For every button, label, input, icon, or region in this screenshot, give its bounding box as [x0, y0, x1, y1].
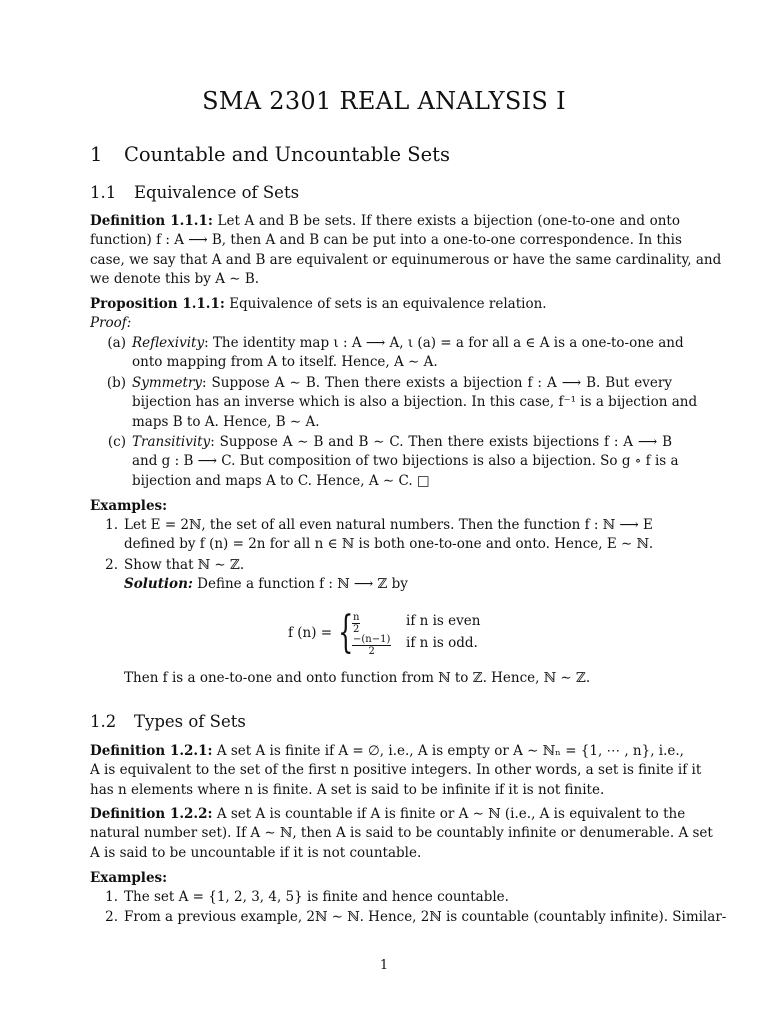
proof-item-transitivity: [132, 433, 679, 491]
proposition-text: Equivalence of sets is an equivalence relation.: [229, 296, 547, 312]
subsection-title: Equivalence of Sets: [134, 183, 300, 202]
definition-1-1-1: [90, 212, 722, 290]
proof-line: and g : B ⟶ C. But composition of two bijections is also a bijection. So g ∘ f is a: [132, 453, 679, 470]
section-number: 1: [90, 143, 103, 166]
definition-line: Let A and B be sets. If there exists a bijection (one-to-one and onto: [217, 213, 680, 229]
definition-line: case, we say that A and B are equivalent or equinumerous or have the same cardinality, and: [90, 251, 722, 268]
solution-label: Solution:: [124, 576, 193, 593]
section-title: Countable and Uncountable Sets: [124, 143, 450, 166]
brace-symbol: {: [338, 607, 354, 658]
definition-line: A is equivalent to the set of the first n positive integers. In other words, a set is finite if it: [90, 762, 702, 779]
item-marker: (b): [106, 375, 126, 391]
definition-label: Definition 1.2.1:: [90, 743, 213, 759]
subsection-number: 1.1: [90, 183, 117, 202]
definition-line: function) f : A ⟶ B, then A and B can be put into a one-to-one correspondence. In this: [90, 232, 682, 249]
item-marker: (a): [107, 335, 126, 351]
examples-label: Examples:: [90, 870, 168, 886]
definition-line: A set A is countable if A is finite or A ∼ ℕ (i.e., A is equivalent to the: [216, 806, 686, 822]
page-number: 1: [379, 958, 389, 973]
example-marker: 1.: [105, 517, 118, 533]
example-line: defined by f (n) = 2n for all n ∈ ℕ is both one-to-one and onto. Hence, E ∼ ℕ.: [124, 536, 654, 553]
proposition-1-1-1: [90, 295, 680, 334]
example-line: Let E = 2ℕ, the set of all even natural numbers. Then the function f : ℕ ⟶ E: [124, 517, 653, 533]
example-item: From a previous example, 2ℕ ∼ ℕ. Hence, 2ℕ is countable (countably infinite). Similar-: [124, 909, 727, 925]
example-marker: 2.: [105, 557, 118, 573]
example-line: Show that ℕ ∼ ℤ.: [124, 557, 245, 573]
example-item: The set A = {1, 2, 3, 4, 5} is finite and hence countable.: [124, 889, 509, 905]
subsection-title: Types of Sets: [134, 712, 246, 731]
item-marker: (c): [107, 434, 126, 450]
formula-fraction: $\frac{n}{2}$: [353, 612, 360, 635]
definition-line: has n elements where n is finite. A set is said to be infinite if it is not finite.: [90, 781, 605, 798]
examples-heading: [90, 869, 680, 888]
subsection-heading: [90, 182, 299, 204]
document-title: SMA 2301 REAL ANALYSIS I: [202, 87, 566, 115]
proof-line: : The identity map ι : A ⟶ A, ι (a) = a for all a ∈ A is a one-to-one and: [204, 335, 684, 351]
definition-line: A is said to be uncountable if it is not countable.: [90, 844, 422, 861]
proof-line: maps B to A. Hence, B ∼ A.: [132, 413, 320, 430]
formula-condition: if n is even: [406, 613, 481, 629]
example-item: [124, 556, 642, 595]
section-heading: [90, 142, 450, 168]
formula-fraction: $\frac{-(n-1)}{2}$: [353, 634, 391, 657]
example-conclusion: Then f is a one-to-one and onto function from ℕ to ℤ. Hence, ℕ ∼ ℤ.: [124, 670, 591, 686]
proof-term: Transitivity: [132, 434, 211, 450]
example-item: [124, 516, 654, 555]
solution-text: Define a function f : ℕ ⟶ ℤ by: [197, 576, 408, 593]
subsection-heading: [90, 711, 246, 733]
formula-condition: if n is odd.: [406, 635, 478, 651]
proof-term: Symmetry: [132, 375, 202, 391]
subsection-number: 1.2: [90, 712, 117, 731]
definition-1-2-2: [90, 805, 713, 863]
proof-line: : Suppose A ∼ B. Then there exists a bijection f : A ⟶ B. But every: [201, 375, 672, 391]
examples-heading: [90, 497, 680, 516]
definition-1-2-1: [90, 742, 702, 800]
piecewise-formula: [288, 607, 518, 658]
example-marker: 1.: [105, 889, 118, 905]
definition-label: Definition 1.2.2:: [90, 806, 213, 822]
proposition-label: Proposition 1.1.1:: [90, 296, 225, 312]
proof-line: : Suppose A ∼ B and B ∼ C. Then there exists bijections f : A ⟶ B: [210, 434, 672, 450]
proof-line: bijection and maps A to C. Hence, A ∼ C. □: [132, 472, 430, 489]
proof-item-reflexivity: [132, 334, 684, 373]
definition-line: natural number set). If A ∼ ℕ, then A is said to be countably infinite or denumerable. A set: [90, 825, 713, 842]
definition-line: we denote this by A ∼ B.: [90, 271, 260, 288]
proof-line: bijection has an inverse which is also a bijection. In this case, f⁻¹ is a bijection and: [132, 394, 698, 411]
examples-label: Examples:: [90, 498, 168, 514]
proof-label: Proof:: [90, 315, 132, 332]
proof-line: onto mapping from A to itself. Hence, A ∼ A.: [132, 354, 438, 371]
proof-term: Reflexivity: [132, 335, 205, 351]
proof-item-symmetry: [132, 374, 698, 432]
definition-label: Definition 1.1.1:: [90, 213, 213, 229]
example-marker: 2.: [105, 909, 118, 925]
formula-lhs: f (n) =: [288, 625, 333, 641]
definition-line: A set A is finite if A = ∅, i.e., A is empty or A ∼ ℕₙ = {1, ⋯ , n}, i.e.,: [216, 743, 684, 759]
